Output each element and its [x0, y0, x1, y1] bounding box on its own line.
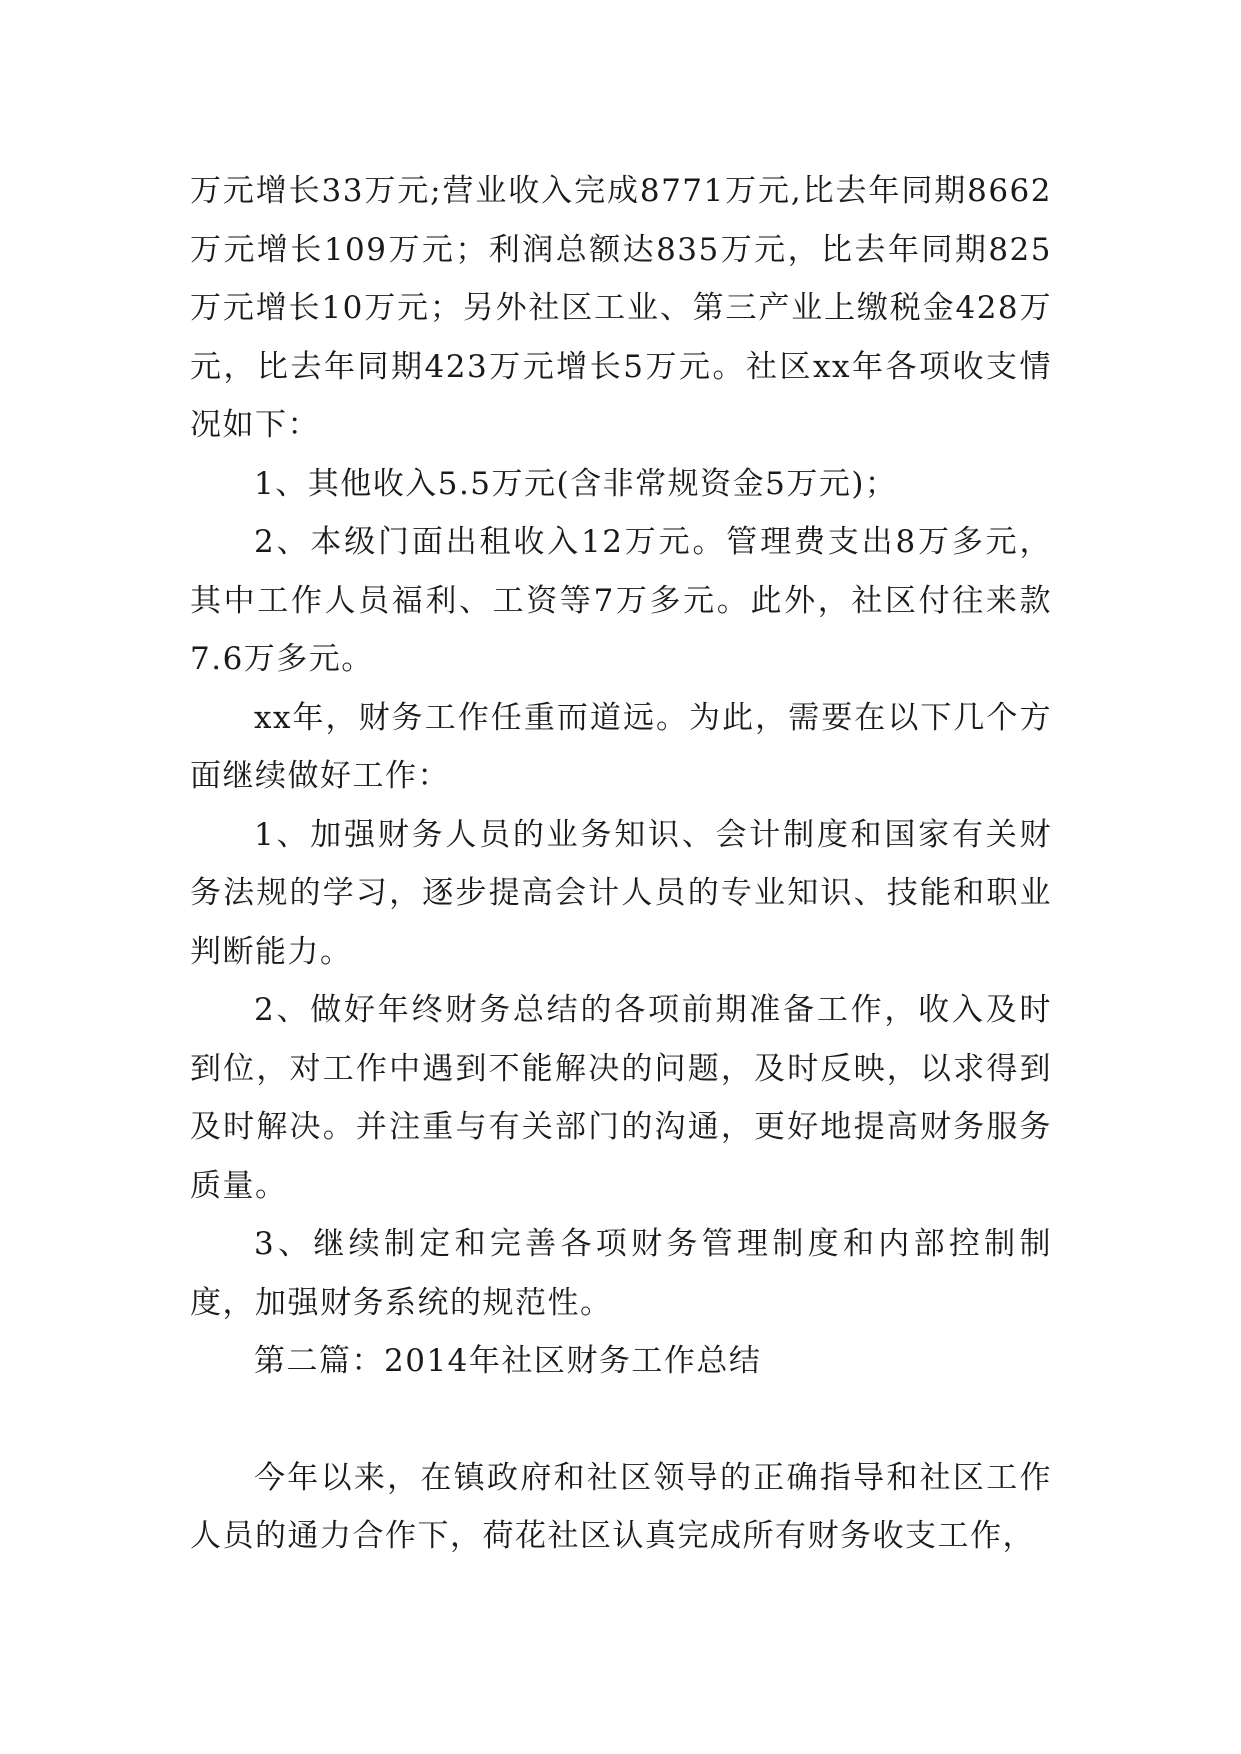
document-body: [190, 162, 1052, 1566]
section-heading: 第二篇：2014年社区财务工作总结: [254, 1343, 762, 1379]
paragraph-plan-item-2: 2、做好年终财务总结的各项前期准备工作，收入及时到位，对工作中遇到不能解决的问题，及时反映，以求得到及时解决。并注重与有关部门的沟通，更好地提高财务服务质量。: [190, 992, 1052, 1204]
paragraph-other-income: 1、其他收入5.5万元(含非常规资金5万元)；: [254, 465, 898, 502]
paragraph-plan-item-1: 1、加强财务人员的业务知识、会计制度和国家有关财务法规的学习，逐步提高会计人员的专业知识、技能和职业判断能力。: [190, 816, 1052, 970]
paragraph-intro: 今年以来，在镇政府和社区领导的正确指导和社区工作人员的通力合作下，荷花社区认真完成所有财务收支工作，: [190, 1459, 1052, 1554]
paragraph-next-year-plan: xx年，财务工作任重而道远。为此，需要在以下几个方面继续做好工作：: [190, 699, 1052, 794]
paragraph-income-summary: 万元增长33万元;营业收入完成8771万元,比去年同期8662万元增长109万元；利润总额达835万元，比去年同期825万元增长10万元；另外社区工业、第三产业上缴税金428万元，比去年同期423万元增长5万元。社区xx年各项收支情况如下：: [190, 173, 1052, 443]
section-spacer: [190, 1391, 1052, 1449]
paragraph-rental-income: 2、本级门面出租收入12万元。管理费支出8万多元，其中工作人员福利、工资等7万多元。此外，社区付往来款7.6万多元。: [190, 524, 1052, 677]
paragraph-plan-item-3: 3、继续制定和完善各项财务管理制度和内部控制制度，加强财务系统的规范性。: [190, 1226, 1052, 1321]
